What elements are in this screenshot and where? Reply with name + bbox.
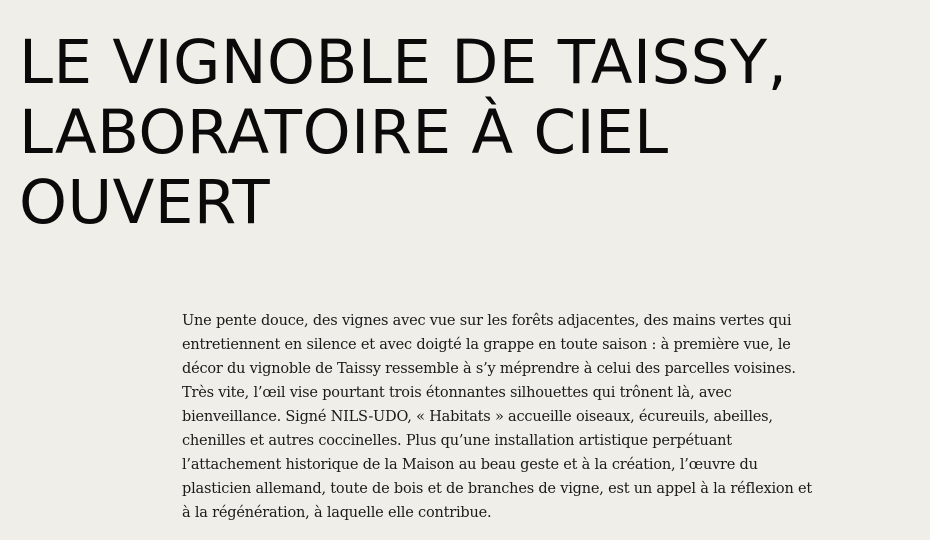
article-body: Une pente douce, des vignes avec vue sur les forêts adjacentes, des mains vertes qui entretiennent en silence et avec doigté la grappe en toute saison : à première vue, le décor du vignoble de Taissy ressemble à s’y méprendre à celui des parcelles voisines. Très vite, l’œil vise pourtant trois étonnantes silhouettes qui trônent là, avec bienveillance. Signé NILS-UDO, « Habitats » accueille oiseaux, écureuils, abeilles, chenilles et autres coccinelles. Plus qu’une installation artistique perpétuant l’attachement historique de la Maison au beau geste et à la création, l’œuvre du plasticien allemand, toute de bois et de branches de vigne, est un appel à la réflexion et à la régénération, à laquelle elle contribue. bbox=[182, 313, 812, 521]
article-title: LE VIGNOBLE DE TAISSY, LABORATOIRE À CIEL OUVERT bbox=[19, 27, 788, 238]
